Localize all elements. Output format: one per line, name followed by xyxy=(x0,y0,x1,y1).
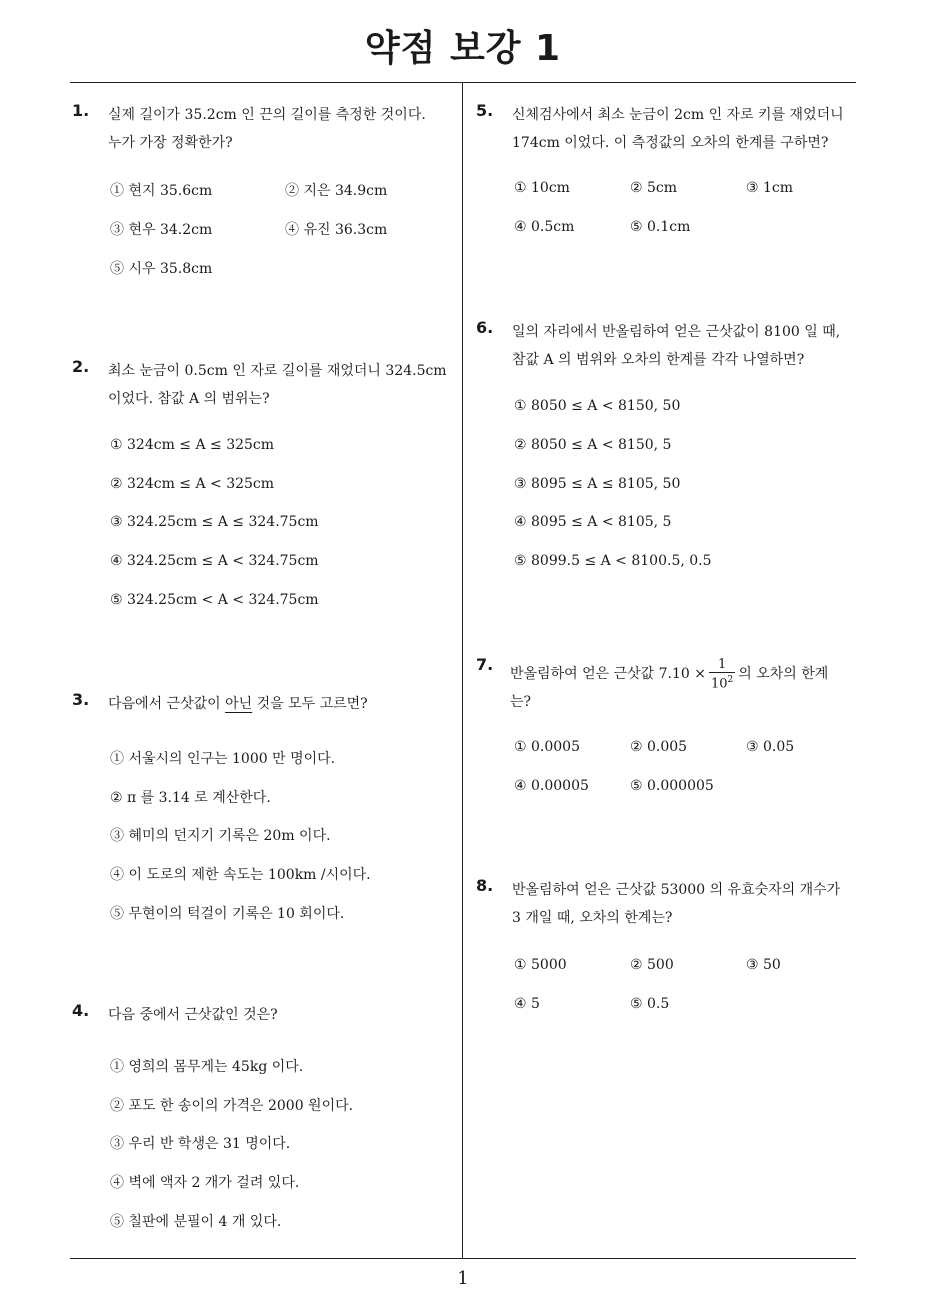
question-text xyxy=(108,1001,278,1029)
question-text xyxy=(512,876,840,932)
option-3[interactable]: ③ 0.05 xyxy=(746,739,795,755)
question-line: 일의 자리에서 반올림하여 얻은 근삿값이 8100 일 때, xyxy=(512,324,841,340)
question-number: 5. xyxy=(476,101,494,120)
question-text-before: 다음에서 근삿값이 xyxy=(108,696,226,712)
option-2[interactable]: ② 324cm ≤ A < 325cm xyxy=(110,476,275,492)
option-5[interactable]: ⑤ 0.5 xyxy=(630,996,670,1012)
question-text-before: 반올림하여 얻은 근삿값 7.10 × xyxy=(510,666,706,683)
option-1[interactable]: ① 5000 xyxy=(514,957,567,973)
option-2[interactable]: ② 500 xyxy=(630,957,674,973)
question-line: 174cm 이었다. 이 측정값의 오차의 한계를 구하면? xyxy=(512,135,829,151)
footer-rule xyxy=(70,1258,856,1259)
option-4[interactable]: ④ 8095 ≤ A < 8105, 5 xyxy=(514,514,672,530)
fraction xyxy=(709,657,735,691)
option-2[interactable]: ② 지은 34.9cm xyxy=(285,183,388,199)
question-text xyxy=(108,690,368,718)
fraction-exponent: 2 xyxy=(727,675,734,685)
question-number: 6. xyxy=(476,318,494,337)
option-5[interactable]: ⑤ 칠판에 분필이 4 개 있다. xyxy=(110,1214,282,1230)
header-rule xyxy=(70,82,856,83)
option-3[interactable]: ③ 혜미의 던지기 기록은 20m 이다. xyxy=(110,828,331,844)
question-text xyxy=(512,318,840,374)
option-4[interactable]: ④ 0.5cm xyxy=(514,219,575,235)
option-4[interactable]: ④ 5 xyxy=(514,996,540,1012)
option-1[interactable]: ① 10cm xyxy=(514,180,570,196)
page-title: 약점 보강 1 xyxy=(364,28,562,69)
question-line: 3 개일 때, 오차의 한계는? xyxy=(512,910,673,926)
emphasis-underlined: 아닌 xyxy=(225,696,253,712)
option-3[interactable]: ③ 우리 반 학생은 31 명이다. xyxy=(110,1136,291,1152)
option-3[interactable]: ③ 50 xyxy=(746,957,781,973)
option-3[interactable]: ③ 8095 ≤ A ≤ 8105, 50 xyxy=(514,476,681,492)
option-2[interactable]: ② 8050 ≤ A < 8150, 5 xyxy=(514,437,672,453)
question-text xyxy=(108,357,447,413)
option-3[interactable]: ③ 1cm xyxy=(746,180,794,196)
question-number: 4. xyxy=(72,1001,90,1020)
option-3[interactable]: ③ 현우 34.2cm xyxy=(110,222,213,238)
question-number: 1. xyxy=(72,101,90,120)
option-4[interactable]: ④ 324.25cm ≤ A < 324.75cm xyxy=(110,553,319,569)
option-1[interactable]: ① 영희의 몸무게는 45kg 이다. xyxy=(110,1059,304,1075)
option-4[interactable]: ④ 0.00005 xyxy=(514,778,589,794)
option-1[interactable]: ① 8050 ≤ A < 8150, 50 xyxy=(514,398,681,414)
question-number: 3. xyxy=(72,690,90,709)
question-line: 다음 중에서 근삿값인 것은? xyxy=(108,1007,278,1023)
option-2[interactable]: ② 포도 한 송이의 가격은 2000 원이다. xyxy=(110,1098,354,1114)
fraction-denominator xyxy=(709,673,735,691)
question-line: 참값 A 의 범위와 오차의 한계를 각각 나열하면? xyxy=(512,352,805,368)
question-line: 실제 길이가 35.2cm 인 끈의 길이를 측정한 것이다. xyxy=(108,107,426,123)
option-2[interactable]: ② π 를 3.14 로 계산한다. xyxy=(110,790,271,806)
question-text-after: 것을 모두 고르면? xyxy=(252,696,368,712)
option-5[interactable]: ⑤ 0.1cm xyxy=(630,219,691,235)
question-number: 2. xyxy=(72,357,90,376)
option-5[interactable]: ⑤ 324.25cm < A < 324.75cm xyxy=(110,592,319,608)
option-1[interactable]: ① 324cm ≤ A ≤ 325cm xyxy=(110,437,275,453)
option-1[interactable]: ① 서울시의 인구는 1000 만 명이다. xyxy=(110,751,336,767)
column-divider xyxy=(462,83,463,1259)
option-4[interactable]: ④ 이 도로의 제한 속도는 100km /시이다. xyxy=(110,867,371,883)
question-line xyxy=(510,657,828,691)
option-5[interactable]: ⑤ 시우 35.8cm xyxy=(110,261,213,277)
question-line: 는? xyxy=(510,694,532,711)
option-3[interactable]: ③ 324.25cm ≤ A ≤ 324.75cm xyxy=(110,514,319,530)
question-text xyxy=(510,657,828,713)
option-5[interactable]: ⑤ 0.000005 xyxy=(630,778,714,794)
option-5[interactable]: ⑤ 무현이의 턱걸이 기록은 10 회이다. xyxy=(110,906,345,922)
question-line: 이었다. 참값 A 의 범위는? xyxy=(108,391,270,407)
fraction-base: 10 xyxy=(710,676,728,692)
option-1[interactable]: ① 0.0005 xyxy=(514,739,580,755)
fraction-numerator: 1 xyxy=(709,657,735,673)
question-line: 신체검사에서 최소 눈금이 2cm 인 자로 키를 재었더니 xyxy=(512,107,844,123)
question-line xyxy=(108,690,368,718)
option-2[interactable]: ② 0.005 xyxy=(630,739,688,755)
option-5[interactable]: ⑤ 8099.5 ≤ A < 8100.5, 0.5 xyxy=(514,553,712,569)
question-text xyxy=(108,101,426,157)
question-line: 최소 눈금이 0.5cm 인 자로 길이를 재었더니 324.5cm xyxy=(108,363,447,379)
question-text-after: 의 오차의 한계 xyxy=(738,666,829,683)
option-2[interactable]: ② 5cm xyxy=(630,180,678,196)
question-number: 7. xyxy=(476,655,494,674)
page-number: 1 xyxy=(457,1268,469,1289)
option-4[interactable]: ④ 유진 36.3cm xyxy=(285,222,388,238)
question-line: 반올림하여 얻은 근삿값 53000 의 유효숫자의 개수가 xyxy=(512,882,841,898)
question-line: 누가 가장 정확한가? xyxy=(108,135,233,151)
option-1[interactable]: ① 현지 35.6cm xyxy=(110,183,213,199)
question-number: 8. xyxy=(476,876,494,895)
question-text xyxy=(512,101,844,157)
option-4[interactable]: ④ 벽에 액자 2 개가 걸려 있다. xyxy=(110,1175,300,1191)
